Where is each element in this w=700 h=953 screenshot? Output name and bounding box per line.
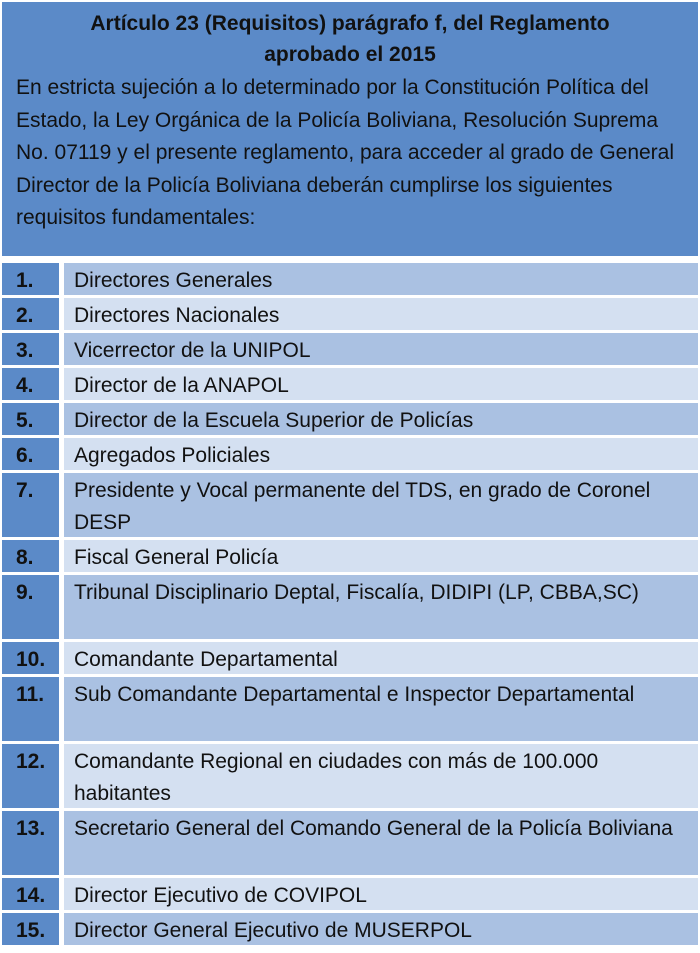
article-title [16,8,684,70]
row-number: 1. [2,263,64,295]
table-row [2,403,698,438]
table-row [2,575,698,642]
header-box [2,2,698,259]
table-row [2,878,698,913]
row-text: Sub Comandante Departamental e Inspector Departamental [64,677,698,741]
title-line-1: Artículo 23 (Requisitos) parágrafo f, del Reglamento [90,12,610,35]
row-text: Director General Ejecutivo de MUSERPOL [64,913,698,945]
requirements-table [2,263,698,948]
row-text: Presidente y Vocal permanente del TDS, en grado de Coronel DESP [64,473,698,537]
row-text: Director Ejecutivo de COVIPOL [64,878,698,910]
row-number: 4. [2,368,64,400]
table-row [2,913,698,948]
table-row [2,540,698,575]
row-number: 3. [2,333,64,365]
row-text: Directores Nacionales [64,298,698,330]
table-row [2,473,698,540]
row-text: Tribunal Disciplinario Deptal, Fiscalía, DIDIPI (LP, CBBA,SC) [64,575,698,639]
row-number: 8. [2,540,64,572]
table-row [2,333,698,368]
row-number: 7. [2,473,64,537]
row-number: 2. [2,298,64,330]
table-row [2,368,698,403]
row-number: 5. [2,403,64,435]
row-text: Secretario General del Comando General de la Policía Boliviana [64,811,698,875]
row-number: 12. [2,744,64,808]
row-number: 14. [2,878,64,910]
row-number: 13. [2,811,64,875]
row-text: Director de la ANAPOL [64,368,698,400]
intro-paragraph: En estricta sujeción a lo determinado por la Constitución Política del Estado, la Ley Orgánica de la Policía Boliviana, Resolución Suprema No. 07119 y el presente reglamento, para acceder al grado de General Director de la Policía Boliviana deberán cumplirse los siguientes requisitos fundamentales: [16,76,675,229]
table-row [2,677,698,744]
row-text: Vicerrector de la UNIPOL [64,333,698,365]
table-row [2,298,698,333]
row-text: Comandante Regional en ciudades con más de 100.000 habitantes [64,744,698,808]
row-number: 9. [2,575,64,639]
row-number: 6. [2,438,64,470]
title-line-2: aprobado el 2015 [264,43,436,66]
table-row [2,642,698,677]
table-row [2,438,698,473]
row-number: 10. [2,642,64,674]
row-text: Fiscal General Policía [64,540,698,572]
table-row [2,811,698,878]
row-number: 11. [2,677,64,741]
row-text: Comandante Departamental [64,642,698,674]
row-number: 15. [2,913,64,945]
document [2,2,698,948]
table-row [2,263,698,298]
row-text: Directores Generales [64,263,698,295]
row-text: Agregados Policiales [64,438,698,470]
table-row [2,744,698,811]
row-text: Director de la Escuela Superior de Policías [64,403,698,435]
